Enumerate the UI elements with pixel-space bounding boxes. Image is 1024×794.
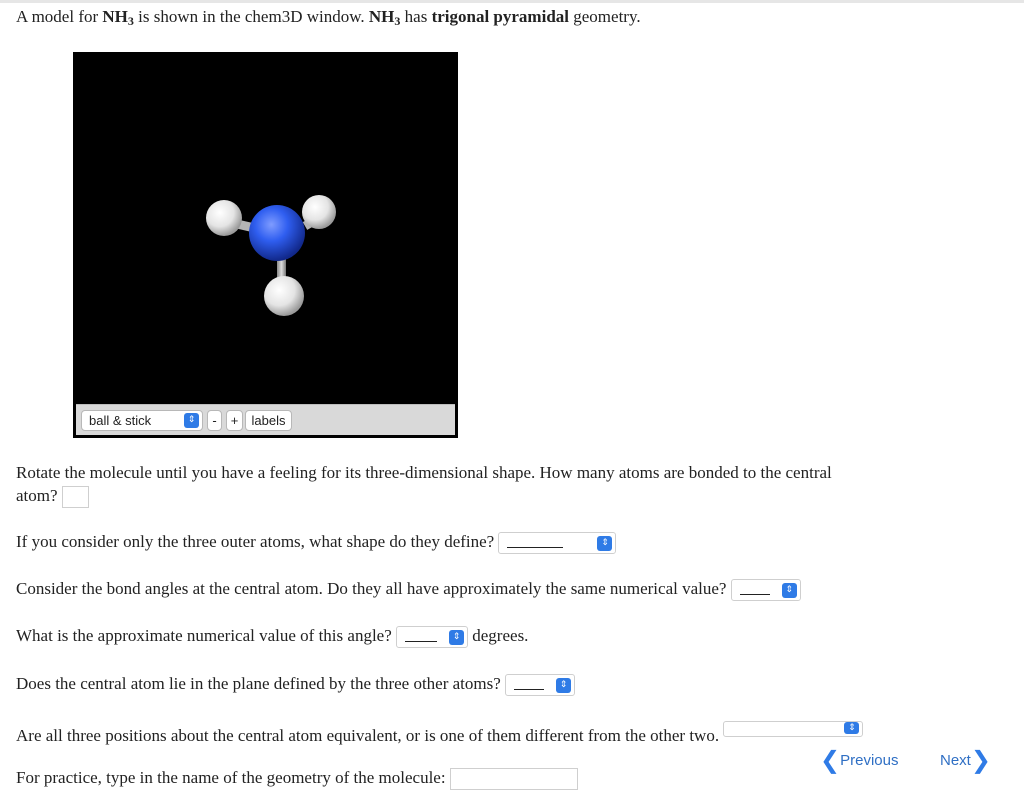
positions-equivalent-dropdown[interactable] [723, 721, 863, 737]
geometry-name-input[interactable] [450, 768, 578, 790]
question-bonded-atoms [16, 461, 956, 508]
hydrogen-atom-bottom[interactable] [264, 276, 304, 316]
blank-line [740, 594, 770, 595]
question-positions-equivalent [16, 721, 863, 746]
q6-text: Are all three positions about the central atom equivalent, or is one of them different from the other two. [16, 726, 720, 745]
zoom-in-button[interactable]: + [226, 410, 243, 431]
zoom-out-button[interactable]: - [207, 410, 222, 431]
select-arrows-icon: ⇕ [597, 536, 612, 551]
top-divider [0, 0, 1024, 3]
select-arrows-icon: ⇕ [184, 413, 199, 428]
degrees-label: degrees. [472, 626, 529, 645]
select-arrows-icon: ⇕ [782, 583, 797, 598]
intro-part4: geometry. [569, 7, 641, 26]
select-arrows-icon: ⇕ [844, 722, 859, 734]
display-mode-select[interactable] [81, 410, 203, 431]
molecule-model[interactable] [73, 52, 458, 404]
central-plane-dropdown[interactable] [505, 674, 575, 696]
viewer-controls [76, 404, 455, 435]
chevron-right-icon: ❯ [970, 747, 991, 774]
bonded-atoms-input[interactable] [62, 486, 89, 508]
question-angle-value [16, 626, 528, 648]
q2-text: If you consider only the three outer atoms, what shape do they define? [16, 532, 495, 551]
angle-value-dropdown[interactable] [396, 626, 468, 648]
intro-part3: has [400, 7, 432, 26]
intro-part2: is shown in the chem3D window. [133, 7, 369, 26]
intro-part1: A model for [16, 7, 103, 26]
select-arrows-icon: ⇕ [449, 630, 464, 645]
geometry-name: trigonal pyramidal [431, 7, 569, 26]
question-central-plane [16, 674, 575, 696]
hydrogen-atom-right[interactable] [302, 195, 336, 229]
previous-button[interactable] [820, 746, 898, 775]
q5-text: Does the central atom lie in the plane defined by the three other atoms? [16, 674, 501, 693]
q1-text: Rotate the molecule until you have a feeling for its three-dimensional shape. How many atoms are bonded to the central [16, 463, 832, 482]
previous-label: Previous [840, 752, 899, 769]
nitrogen-atom[interactable] [249, 205, 305, 261]
formula-nh3-second: $NH_3$ [368, 7, 401, 28]
q7-text: For practice, type in the name of the geometry of the molecule: [16, 768, 446, 787]
outer-shape-dropdown[interactable] [498, 532, 616, 554]
question-outer-shape [16, 532, 616, 554]
question-same-angles [16, 579, 801, 601]
q4-text: What is the approximate numerical value of this angle? [16, 626, 392, 645]
next-button[interactable] [940, 746, 991, 775]
blank-line [405, 641, 437, 642]
blank-line [507, 547, 563, 548]
blank-line [514, 689, 544, 690]
display-mode-value: ball & stick [89, 413, 152, 428]
next-label: Next [940, 752, 971, 769]
labels-button[interactable]: labels [245, 410, 292, 431]
q1-text-cont: atom? [16, 486, 58, 505]
chevron-left-icon: ❮ [820, 747, 841, 774]
same-angles-dropdown[interactable] [731, 579, 801, 601]
formula-nh3: $NH_3$ [102, 7, 134, 28]
hydrogen-atom-left[interactable] [206, 200, 242, 236]
q3-text: Consider the bond angles at the central atom. Do they all have approximately the same numerical value? [16, 579, 727, 598]
select-arrows-icon: ⇕ [556, 678, 571, 693]
question-geometry-name [16, 768, 578, 790]
chem3d-viewer[interactable] [73, 52, 458, 438]
intro-text [16, 7, 641, 27]
